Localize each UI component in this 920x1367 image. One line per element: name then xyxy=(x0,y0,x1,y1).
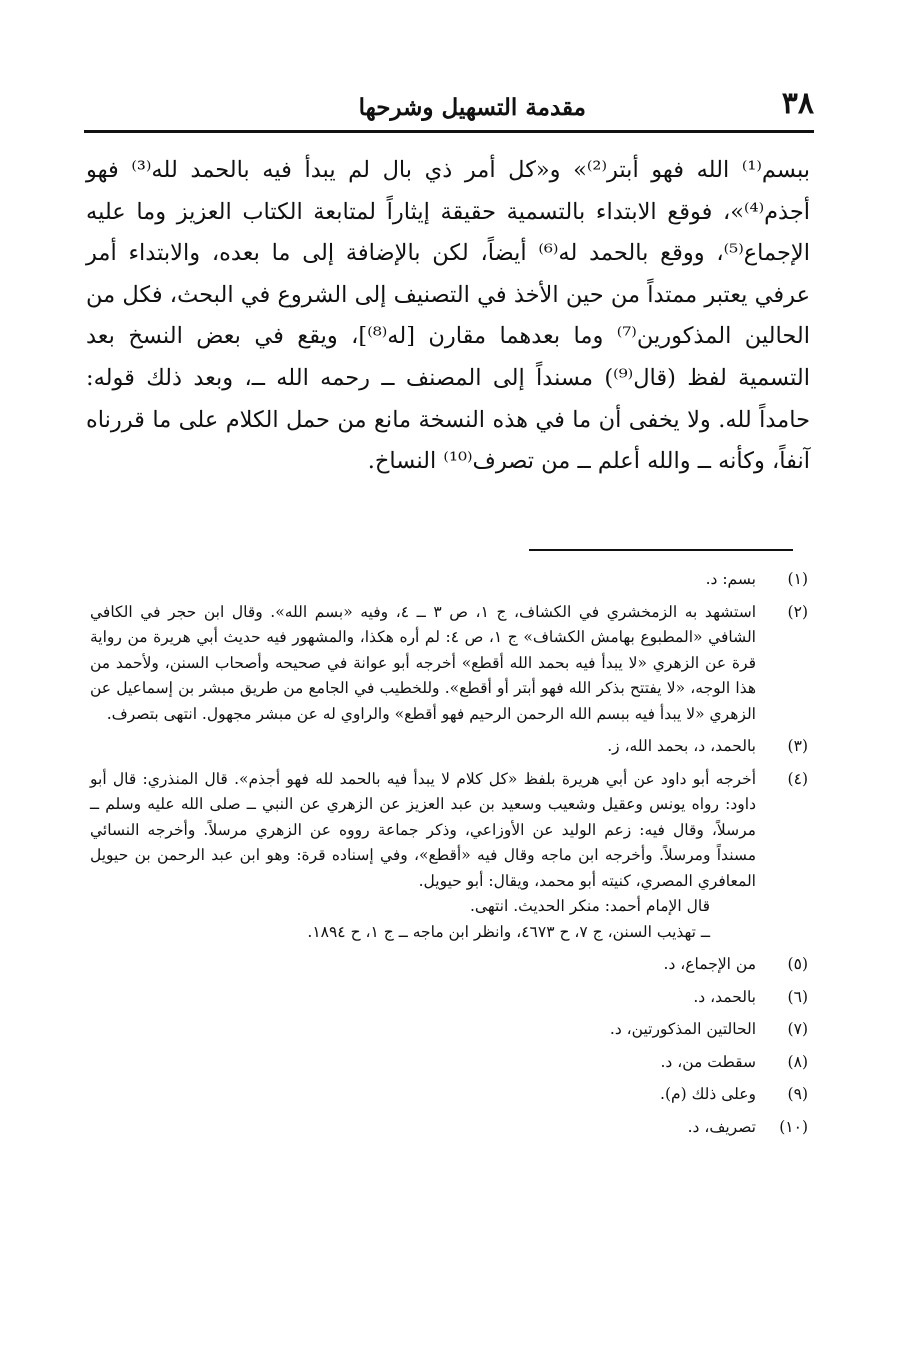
footnote-text: أخرجه أبو داود عن أبي هريرة بلفظ «كل كلام لا يبدأ فيه بالحمد لله فهو أجذم». قال المنذري: قال أبو داود: رواه يونس وعقيل وشعيب وسعيد بن عبد العزيز عن الزهري عن النبي ــ صلى الله عليه وسلم ــ مرسلاً، وقال فيه: زعم الوليد عن الأوزاعي، وذكر جماعة رووه عن الزهري مرسلاً. وأخرجه النسائي مسنداً ومرسلاً. وأخرجه ابن ماجه وقال فيه «أقطع»، وفي إسناده قرة: وهو ابن عبد الرحمن بن حيويل المعافري المصري، كنيته أبو محمد، ويقال: أبو حيويل. xyxy=(90,769,756,890)
footnote-reference: ــ تهذيب السنن، ج ٧، ح ٤٦٧٣، وانظر ابن ماجه ــ ج ١، ح ١٨٩٤. xyxy=(307,922,710,941)
footnote-text: استشهد به الزمخشري في الكشاف، ج ١، ص ٣ ــ ٤، وفيه «بسم الله». وقال ابن حجر في الكافي الشافي «المطبوع بهامش الكشاف» ج ١، ص ٤: لم أره هكذا، والمشهور فيه حديث أبي هريرة من رواية قرة عن الزهري «لا يبدأ فيه بحمد الله أقطع» أخرجه أبو عوانة في صحيحه وأصحاب السنن، ولأحمد من هذا الوجه، «لا يفتتح بذكر الله فهو أبتر أو أقطع». وللخطيب في الجامع من طريق مبشر بن إسماعيل عن الزهري «لا يبدأ فيه ببسم الله الرحمن الرحيم فهو أقطع» والراوي له عن مبشر مجهول. انتهى بتصرف. xyxy=(90,602,757,723)
footnote-text: من الإجماع، د. xyxy=(663,955,756,973)
footnote-number: (٣) xyxy=(787,737,808,755)
footnote-number: (٩) xyxy=(787,1085,808,1103)
footnote-number: (٤) xyxy=(787,769,808,788)
footnote-text: سقطت من، د. xyxy=(660,1052,756,1071)
footnote-number: (٧) xyxy=(787,1020,808,1038)
footnote-2 xyxy=(90,600,808,728)
page-number: ٣٨ xyxy=(781,86,814,121)
footnote-separator xyxy=(529,549,793,551)
footnote-5 xyxy=(90,952,808,978)
footnote-number: (٢) xyxy=(787,602,808,621)
footnote-text: الحالتين المذكورتين، د. xyxy=(609,1020,756,1038)
footnote-9 xyxy=(90,1082,808,1108)
footnote-number: (٦) xyxy=(787,987,808,1006)
footnote-number: (٨) xyxy=(787,1052,808,1071)
footnotes xyxy=(90,567,808,1140)
footnote-8 xyxy=(90,1050,808,1076)
footnote-10 xyxy=(90,1115,808,1141)
footnote-quote: قال الإمام أحمد: منكر الحديث. انتهى. xyxy=(469,897,710,915)
footnote-text: تصريف، د. xyxy=(687,1117,756,1136)
footnote-text: بالحمد، د. xyxy=(693,987,756,1006)
footnote-text: وعلى ذلك (م). xyxy=(660,1085,756,1103)
footnote-text: بسم: د. xyxy=(705,570,756,588)
footnote-number: (٥) xyxy=(787,955,808,973)
footnote-number: (١) xyxy=(787,570,808,588)
running-title: مقدمة التسهيل وشرحها xyxy=(358,94,586,121)
header-rule xyxy=(84,130,814,133)
footnote-3 xyxy=(90,734,808,760)
main-paragraph: ببسم⁽¹⁾ الله فهو أبتر⁽²⁾» و«كل أمر ذي بال لم يبدأ فيه بالحمد لله⁽³⁾ فهو أجذم⁽⁴⁾»، فوقع الابتداء بالتسمية حقيقة إيثاراً لمتابعة الكتاب العزيز وما عليه الإجماع⁽⁵⁾، ووقع بالحمد له⁽⁶⁾ أيضاً، لكن بالإضافة إلى ما بعده، والابتداء أمر عرفي يعتبر ممتداً من حين الأخذ في التصنيف إلى الشروع في البحث، فكل من الحالين المذكورين⁽⁷⁾ وما بعدهما مقارن [له⁽⁸⁾]، ويقع في بعض النسخ بعد التسمية لفظ (قال⁽⁹⁾) مسنداً إلى المصنف ــ رحمه الله ــ، وبعد ذلك قوله: حامداً لله. ولا يخفى أن ما في هذه النسخة مانع من حمل الكلام على ما قررناه آنفاً، وكأنه ــ والله أعلم ــ من تصرف⁽¹⁰⁾ النساخ. xyxy=(86,157,811,475)
main-body-text xyxy=(86,150,810,483)
footnote-number: (١٠) xyxy=(779,1117,808,1136)
footnote-4 xyxy=(90,767,808,946)
footnote-7 xyxy=(90,1017,808,1043)
footnote-text: بالحمد، د، بحمد الله، ز. xyxy=(607,737,756,755)
page-header xyxy=(84,84,814,128)
footnote-6 xyxy=(90,985,808,1011)
footnote-1 xyxy=(90,567,808,593)
